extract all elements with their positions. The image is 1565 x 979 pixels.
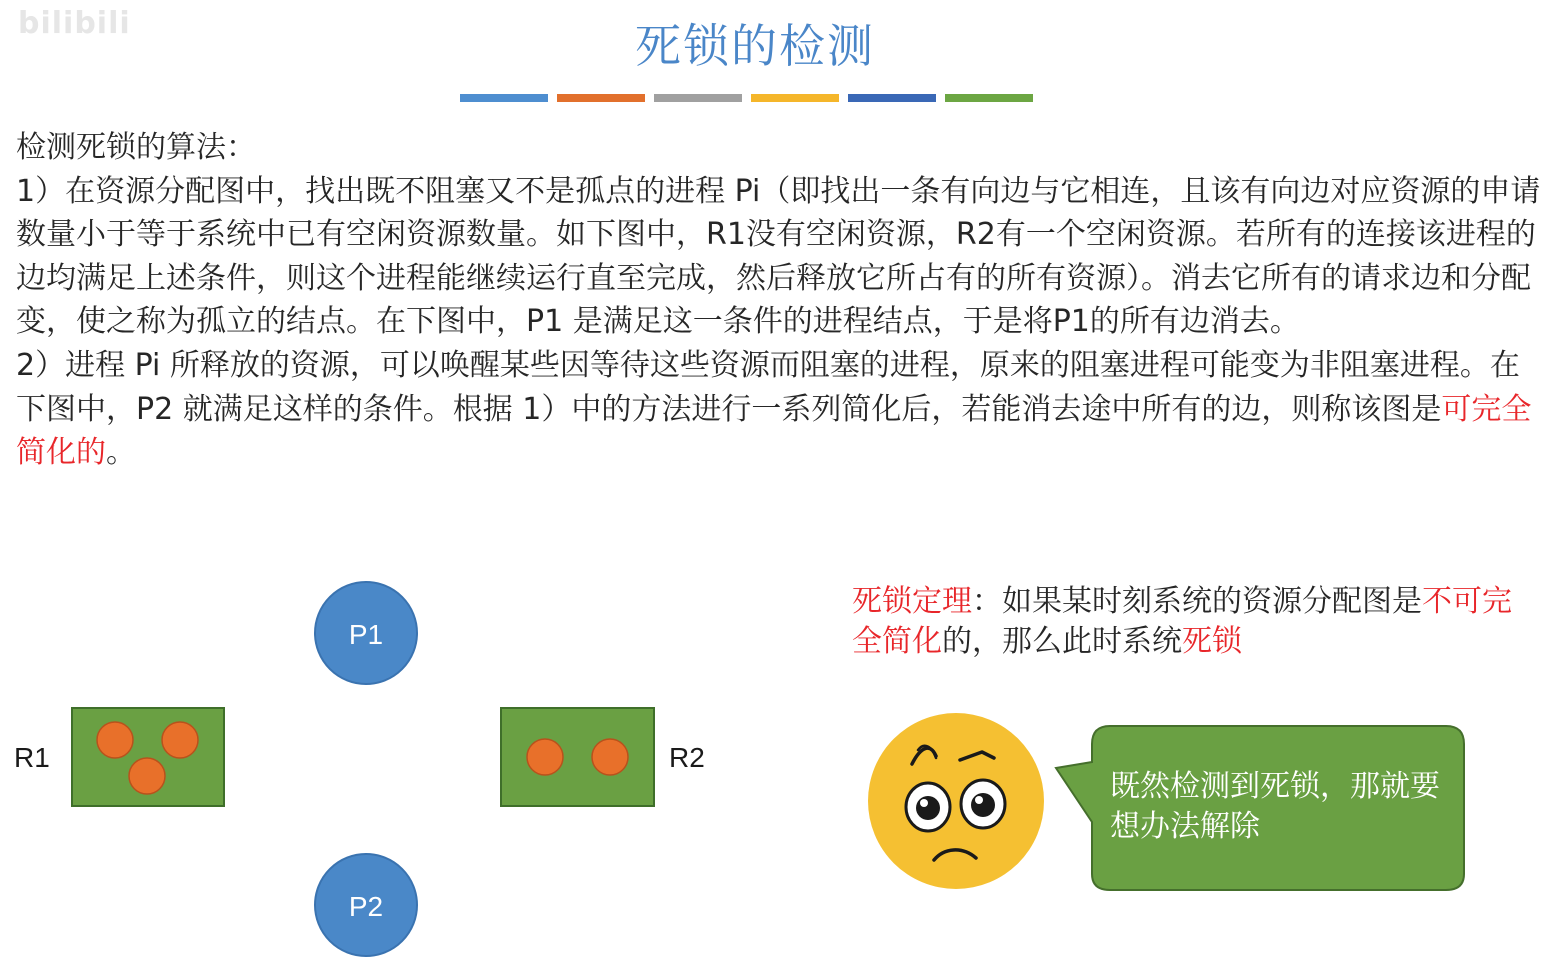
resource-r2-label: R2 [669, 742, 705, 773]
title-bar-1 [460, 94, 548, 102]
speech-bubble-text: 既然检测到死锁，那就要想办法解除 [1110, 769, 1440, 844]
resource-r1-unit [129, 758, 165, 794]
theorem-highlight-deadlock: 死锁 [1182, 624, 1242, 659]
theorem-text-1: 如果某时刻系统的资源分配图是 [1002, 584, 1422, 619]
algorithm-step-2 [16, 344, 1541, 475]
algorithm-heading: 检测死锁的算法： [16, 130, 256, 165]
title-bar-3 [654, 94, 742, 102]
process-node-p2 [315, 854, 417, 956]
process-p1-label: P1 [348, 619, 384, 650]
theorem-text-2: 的，那么此时系统 [942, 624, 1182, 659]
title-bar-6 [945, 94, 1033, 102]
resource-r1-unit [97, 722, 133, 758]
step-2-highlight: 可完全简化的 [16, 391, 1532, 471]
resource-r1-unit [162, 722, 198, 758]
worried-face-icon [862, 712, 1052, 902]
title-bar-2 [557, 94, 645, 102]
resource-r2-box [501, 708, 654, 806]
title-bar-4 [751, 94, 839, 102]
theorem-label: 死锁定理 [852, 584, 972, 619]
resource-r2-unit [527, 739, 563, 775]
algorithm-description [16, 126, 1541, 475]
deadlock-theorem [852, 582, 1532, 662]
resource-node-r2 [501, 708, 705, 806]
watermark-logo: bilibili [18, 6, 131, 41]
resource-allocation-graph [0, 560, 760, 979]
process-node-p1 [315, 582, 417, 684]
resource-r2-unit [592, 739, 628, 775]
theorem-colon: ： [972, 584, 1002, 619]
resource-r1-label: R1 [14, 742, 50, 773]
theorem-highlight: 不可完全简化 [852, 584, 1512, 659]
algorithm-step-1: 1）在资源分配图中，找出既不阻塞又不是孤点的进程 Pi（即找出一条有向边与它相连，且该有向边对应资源的申请数量小于等于系统中已有空闲资源数量。如下图中，R1没有空闲资源，R2有一个空闲资源。若所有的连接该进程的边均满足上述条件，则这个进程能继续运行直至完成，然后释放它所占有的所有资源）。消去它所有的请求边和分配变，使之称为孤立的结点。在下图中，P1 是满足这一条件的进程结点，于是将P1的所有边消去。 [16, 173, 1541, 340]
step-2-text: 2）进程 Pi 所释放的资源，可以唤醒某些因等待这些资源而阻塞的进程，原来的阻塞进程可能变为非阻塞进程。在下图中，P2 就满足这样的条件。根据 1）中的方法进行一系列简化后，若能消去途中所有的边，则称该图是 [16, 347, 1520, 427]
process-p2-label: P2 [348, 891, 384, 922]
resource-node-r1 [14, 708, 224, 806]
slide-title: 死锁的检测 [635, 19, 875, 73]
title-bar-5 [848, 94, 936, 102]
step-2-end: 。 [106, 435, 136, 471]
